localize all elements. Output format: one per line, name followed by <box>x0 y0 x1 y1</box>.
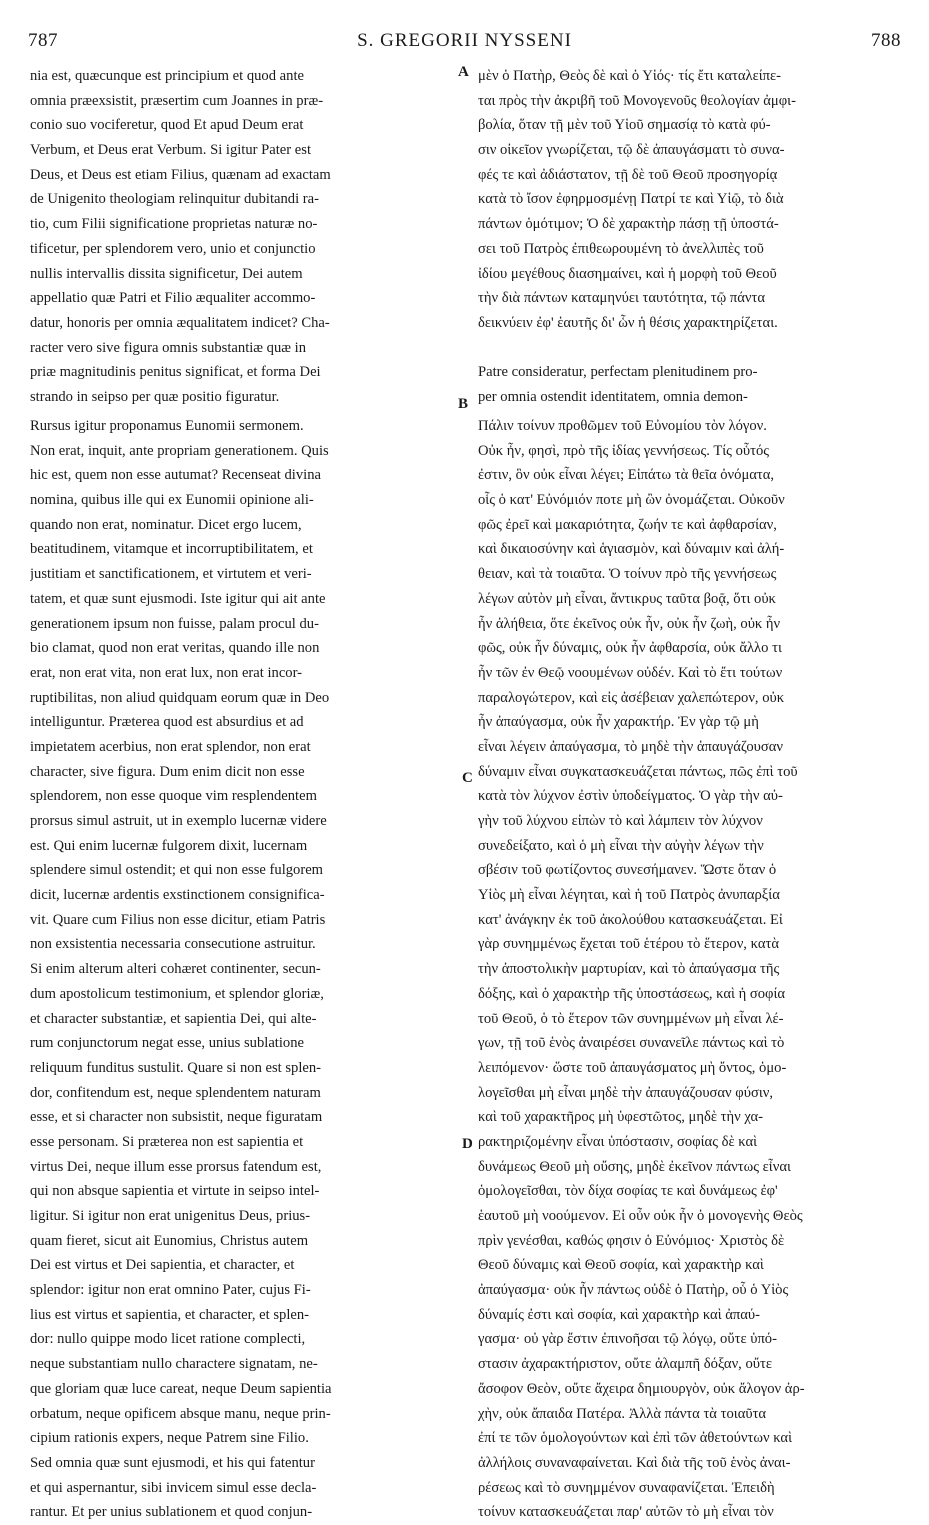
text-line: ρακτηριζομένην εἶναι ὑπόστασιν, σοφίας δὲ καὶ <box>478 1133 758 1150</box>
latin-tail-2: strando in seipso per quæ positio figuratur. <box>30 388 280 405</box>
text-line: lius est virtus et sapientia, et character, et splen- <box>30 1306 310 1323</box>
text-line: οἷς ὁ κατ' Εὐνόμιόν ποτε μὴ ὢν ὀνομάζεται. Οὐκοῦν <box>478 492 785 509</box>
text-line: τὴν διὰ πάντων καταμηνύει ταυτότητα, τῷ πάντα <box>478 290 765 307</box>
text-line: ἦν ἀπαύγασμα, οὐκ ἦν χαρακτήρ. Ἐν γὰρ τῷ μὴ <box>478 714 759 731</box>
text-line: πρὶν γενέσθαι, καθώς φησιν ὁ Εὐνόμιος· Χριστὸς δὲ <box>478 1232 785 1249</box>
text-line: non exsistentia necessaria consecutione astruitur. <box>30 936 316 953</box>
text-line: est. Qui enim lucernæ fulgorem dixit, lucernam <box>30 837 308 854</box>
text-line: γὴν τοῦ λύχνου εἰπὼν τὸ καὶ λάμπειν τὸν λύχνον <box>478 813 763 829</box>
text-line: rantur. Et per unius sublationem et quod conjun- <box>30 1504 313 1521</box>
text-line: φές τε καὶ ἀδιάστατον, τῇ δὲ τοῦ Θεοῦ προσηγορίᾳ <box>478 166 778 183</box>
text-line: virtus Dei, neque illum esse prorsus fatendum est, <box>30 1158 322 1175</box>
text-line: δυνάμεως Θεοῦ μὴ οὔσης, μηδὲ ἐκεῖνον πάντως εἶναι <box>478 1158 791 1175</box>
text-line: Si enim alterum alteri cohæret continenter, secun- <box>30 961 321 978</box>
text-line: cipium rationis expers, neque Patrem sine Filio. <box>30 1430 309 1447</box>
text-line: appellatio quæ Patri et Filio æqualiter accommo- <box>30 290 316 307</box>
text-line: γὰρ συνημμένως ἔχεται τοῦ ἑτέρου τὸ ἕτερον, κατὰ <box>478 936 779 953</box>
page-number-left: 787 <box>28 30 58 51</box>
text-line: dor: nullo quippe modo licet ratione complecti, <box>30 1331 306 1348</box>
text-line: splendorem, non esse quoque vim resplendentem <box>30 788 317 805</box>
greek-column-top <box>478 64 910 336</box>
text-line: τοῦ Θεοῦ, ὁ τὸ ἕτερον τῶν συνημμένων μὴ εἶναι λέ- <box>478 1010 784 1027</box>
text-line: δύναμιν εἶναι συγκατασκευάζεται πάντως, πῶς ἐπὶ τοῦ <box>478 763 798 780</box>
text-line: συνεδείξατο, καὶ ὁ μὴ εἶναι τὴν αὐγὴν λέγων τὴν <box>478 837 764 854</box>
text-line: εἶναι λέγειν ἀπαύγασμα, τὸ μηδὲ τὴν ἀπαυγάζουσαν <box>478 738 783 755</box>
text-line: ἐπί τε τῶν ὁμολογούντων καὶ ἐπὶ τῶν ἀθετούντων καὶ <box>478 1430 793 1447</box>
text-line: et qui aspernantur, sibi invicem simul esse decla- <box>30 1479 317 1496</box>
text-line: rum conjunctorum negat esse, unius sublatione <box>30 1035 304 1052</box>
text-line: ἄσοφον Θεὸν, οὔτε ἄχειρα δημιουργὸν, οὐκ ἄλογον ἀρ- <box>478 1380 805 1397</box>
text-line: σιν οἰκεῖον γνωρίζεται, τῷ δὲ ἀπαυγάσματι τὸ συνα- <box>478 142 785 159</box>
text-line: Οὐκ ἦν, φησὶ, πρὸ τῆς ἰδίας γεννήσεως. Τίς οὗτός <box>478 442 770 459</box>
text-line: ἰδίου μεγέθους διασημαίνει, καὶ ἡ μορφὴ τοῦ Θεοῦ <box>478 265 777 282</box>
greek-column-main <box>478 414 910 1525</box>
text-line: λέγων αὐτὸν μὴ εἶναι, ἄντικρυς ταῦτα βοᾷ, ὅτι οὐκ <box>478 590 776 607</box>
text-line: bio clamat, quod non erat veritas, quando ille non <box>30 640 320 657</box>
text-line: nia est, quæcunque est principium et quod ante <box>30 68 304 84</box>
text-line: tatem, et quæ sunt ejusmodi. Iste igitur qui ait ante <box>30 590 326 607</box>
text-line: orbatum, neque opificem absque manu, neque prin- <box>30 1405 331 1422</box>
text-line: ται πρὸς τὴν ἀκριβῆ τοῦ Μονογενοῦς θεολογίαν ἀμφι- <box>478 92 796 109</box>
greek-bridge-2: per omnia ostendit identitatem, omnia demon- <box>478 388 748 405</box>
text-line: hic est, quem non esse autumat? Recenseat divina <box>30 467 321 484</box>
text-line: γων, τῇ τοῦ ἑνὸς ἀναιρέσει συνανεῖλε πάντως καὶ τὸ <box>478 1035 785 1052</box>
text-line: et character substantiæ, et sapientia Dei, qui alte- <box>30 1010 317 1027</box>
section-marker-b: B <box>458 396 469 412</box>
text-line: ρέσεως καὶ τὸ συνημμένον συναφανίζεται. Ἐπειδὴ <box>478 1479 775 1496</box>
text-line: de Unigenito theologiam relinquitur dubitandi ra- <box>30 191 319 208</box>
text-line: dor, confitendum est, neque splendentem naturam <box>30 1084 321 1101</box>
text-line: ὁμολογεῖσθαι, τὸν δίχα σοφίας τε καὶ δυνάμεως ἐφ' <box>478 1183 778 1200</box>
text-line: omnia præexsistit, præsertim cum Joannes in præ- <box>30 92 324 109</box>
text-line: χὴν, οὐκ ἄπαιδα Πατέρα. Ἀλλὰ πάντα τὰ τοιαῦτα <box>478 1405 767 1422</box>
section-marker-d: D <box>462 1136 473 1152</box>
text-line: κατ' ἀνάγκην ἐκ τοῦ ἀκολούθου κατασκευάζεται. Εἰ <box>478 911 783 928</box>
text-line: βολία, ὅταν τῇ μὲν τοῦ Υἱοῦ σημασίᾳ τὸ κατὰ φύ- <box>478 117 771 134</box>
text-line: dum apostolicum testimonium, et splendor gloriæ, <box>30 985 324 1002</box>
text-line: θειαν, καὶ τὰ τοιαῦτα. Ὁ τοίνυν πρὸ τῆς γεννήσεως <box>478 566 777 583</box>
running-title: S. GREGORII NYSSENI <box>357 30 572 51</box>
text-line: τὴν ἀποστολικὴν μαρτυρίαν, καὶ τὸ ἀπαύγασμα τῆς <box>478 961 780 978</box>
section-marker-c: C <box>462 770 473 786</box>
text-line: esse personam. Si præterea non est sapientia et <box>30 1133 304 1150</box>
text-line: ligitur. Si igitur non erat unigenitus Deus, prius- <box>30 1208 311 1224</box>
text-line: Πάλιν τοίνυν προθῶμεν τοῦ Εὐνομίου τὸν λόγον. <box>478 418 767 434</box>
text-line: quam fieret, sicut ait Eunomius, Christus autem <box>30 1232 309 1249</box>
text-line: καὶ δικαιοσύνην καὶ ἁγιασμὸν, καὶ δύναμιν καὶ ἀλή- <box>478 541 785 558</box>
text-line: nullis intervallis dissita significetur, Dei autem <box>30 265 303 282</box>
page-number-right: 788 <box>871 30 901 51</box>
text-line: ἦν ἀλήθεια, ὅτε ἐκεῖνος οὐκ ἦν, οὐκ ἦν ζωὴ, οὐκ ἦν <box>478 615 781 632</box>
greek-bridge-1: Patre consideratur, perfectam plenitudinem pro- <box>478 364 758 380</box>
text-line: tificetur, per splendorem vero, unio et conjunctio <box>30 240 316 257</box>
text-line: qui non absque sapientia et virtute in seipso intel- <box>30 1183 320 1200</box>
text-line: tio, cum Filii significatione proprietas naturæ no- <box>30 216 318 233</box>
text-line: Verbum, et Deus erat Verbum. Si igitur Pater est <box>30 142 312 159</box>
text-line: δεικνύειν ἐφ' ἑαυτῆς δι' ὧν ἡ θέσις χαρακτηρίζεται. <box>478 314 778 331</box>
text-line: τοίνυν κατασκευάζεται παρ' αὐτῶν τὸ μὴ εἶναι τὸν <box>478 1504 774 1521</box>
text-line: Dei est virtus et Dei sapientia, et character, et <box>30 1257 295 1274</box>
text-line: γασμα· οὐ γὰρ ἔστιν ἐπινοῆσαι τῷ λόγῳ, οὔτε ὑπό- <box>478 1331 777 1348</box>
text-line: impietatem acerbius, non erat splendor, non erat <box>30 738 311 755</box>
text-line: ἐστιν, ὃν οὐκ εἶναι λέγει; Εἰπάτω τὰ θεῖα ὀνόματα, <box>478 467 775 484</box>
text-line: δόξης, καὶ ὁ χαρακτὴρ τῆς ὑποστάσεως, καὶ ἡ σοφία <box>478 985 786 1002</box>
text-line: racter vero sive figura omnis substantiæ quæ in <box>30 339 307 356</box>
text-line: στασιν ἀχαρακτήριστον, οὔτε ἀλαμπῆ δόξαν, οὔτε <box>478 1356 772 1373</box>
text-line: esse, et si character non subsistit, neque figuratam <box>30 1109 323 1126</box>
text-line: ἀπαύγασμα· οὐκ ἦν πάντως οὐδὲ ὁ Πατὴρ, οὗ ὁ Υἱὸς <box>478 1282 789 1299</box>
text-line: Θεοῦ δύναμις καὶ Θεοῦ σοφία, καὶ χαρακτὴρ καὶ <box>478 1257 764 1274</box>
text-line: vit. Quare cum Filius non esse dicitur, etiam Patris <box>30 911 326 928</box>
text-line: δύναμίς ἐστι καὶ σοφία, καὶ χαρακτὴρ καὶ ἀπαύ- <box>478 1306 761 1323</box>
text-line: conio suo vociferetur, quod Et apud Deum erat <box>30 117 304 134</box>
text-line: nomina, quibus ille qui ex Eunomii opinione ali- <box>30 492 314 509</box>
text-line: dicit, lucernæ ardentis exstinctionem consignifica- <box>30 887 325 904</box>
text-line: Non erat, inquit, ante propriam generationem. Quis <box>30 442 329 459</box>
text-line: κατὰ τὸν λύχνον ἐστὶν ὑποδείγματος. Ὁ γὰρ τὴν αὐ- <box>478 788 783 805</box>
text-line: σβέσιν τοῦ φωτίζοντος συνεσήμανεν. Ὥστε ὅταν ὁ <box>478 862 777 879</box>
text-line: σει τοῦ Πατρὸς ἐπιθεωρουμένη τὸ ἀνελλιπὲς τοῦ <box>478 240 764 257</box>
text-line: reliquum funditus sustulit. Quare si non est splen- <box>30 1059 322 1076</box>
text-line: erat, non erat vita, non erat lux, non erat incor- <box>30 664 303 681</box>
text-line: παραλογώτερον, καὶ εἰς ἀσέβειαν χαλεπώτερον, οὐκ <box>478 689 785 706</box>
text-line: generationem ipsum non fuisse, palam procul du- <box>30 615 319 632</box>
text-line: quando non erat, nominatur. Dicet ergo lucem, <box>30 516 302 533</box>
text-line: prorsus simul astruit, ut in exemplo lucernæ videre <box>30 813 327 829</box>
text-line: ἑαυτοῦ μὴ νοούμενον. Εἰ οὖν οὐκ ἦν ὁ μονογενὴς Θεὸς <box>478 1208 803 1224</box>
text-line: splendor: igitur non erat omnino Pater, cujus Fi- <box>30 1282 311 1299</box>
text-line: φῶς ἐρεῖ καὶ μακαριότητα, ζωήν τε καὶ ἀφθαρσίαν, <box>478 516 777 533</box>
text-line: character, sive figura. Dum enim dicit non esse <box>30 763 305 780</box>
text-line: Deus, et Deus est etiam Filius, quænam ad exactam <box>30 166 331 183</box>
text-line: μὲν ὁ Πατὴρ, Θεὸς δὲ καὶ ὁ Υἱός· τίς ἔτι καταλείπε- <box>478 68 782 84</box>
section-marker-a: A <box>458 64 469 80</box>
text-line: λογεῖσθαι μὴ εἶναι μηδὲ τὴν ἀπαυγάζουσαν φύσιν, <box>478 1084 773 1101</box>
text-line: neque substantiam nullo charactere signatam, ne- <box>30 1356 318 1373</box>
text-line: beatitudinem, vitamque et incorruptibilitatem, et <box>30 541 313 558</box>
text-line: Υἱὸς μὴ εἶναι λέγηται, καὶ ἡ τοῦ Πατρὸς ἀνυπαρξία <box>478 887 780 904</box>
latin-tail-1: priæ magnitudinis penitus significat, et forma Dei <box>30 364 321 380</box>
text-line: que gloriam quæ luce careat, neque Deum sapientia <box>30 1380 332 1397</box>
text-line: κατὰ τὸ ἴσον ἐφηρμοσμένῃ Πατρί τε καὶ Υἱῷ, τὸ διὰ <box>478 191 784 208</box>
latin-column-main <box>30 414 460 1525</box>
text-line: ἦν τῶν ἐν Θεῷ νοουμένων οὐδέν. Καὶ τὸ ἔτι τούτων <box>478 664 783 681</box>
text-line: datur, honoris per omnia æqualitatem indicet? Cha- <box>30 314 330 331</box>
text-line: splendere simul ostendit; et qui non esse fulgorem <box>30 862 324 879</box>
text-line: justitiam et sanctificationem, et virtutem et veri- <box>30 566 312 583</box>
text-line: καὶ τοῦ χαρακτῆρος μὴ ὑφεστῶτος, μηδὲ τὴν χα- <box>478 1109 764 1126</box>
text-line: ruptibilitas, non aliud quidquam eorum quæ in Deo <box>30 689 330 706</box>
text-line: φῶς, οὐκ ἦν δύναμις, οὐκ ἦν ἀφθαρσία, οὐκ ἄλλο τι <box>478 640 782 657</box>
text-line: intelliguntur. Præterea quod est absurdius et ad <box>30 714 304 731</box>
page-header <box>28 30 901 54</box>
text-line: Rursus igitur proponamus Eunomii sermonem. <box>30 418 304 434</box>
latin-column-top <box>30 64 460 360</box>
text-line: λειπόμενον· ὥστε τοῦ ἀπαυγάσματος μὴ ὄντος, ὁμο- <box>478 1059 787 1076</box>
text-line: πάντων ὁμότιμον; Ὁ δὲ χαρακτὴρ πάσῃ τῇ ὑποστά- <box>478 216 779 233</box>
text-line: Sed omnia quæ sunt ejusmodi, et his qui fatentur <box>30 1454 315 1471</box>
text-line: ἀλλήλοις συναναφαίνεται. Καὶ διὰ τῆς τοῦ ἑνὸς ἀναι- <box>478 1454 791 1471</box>
